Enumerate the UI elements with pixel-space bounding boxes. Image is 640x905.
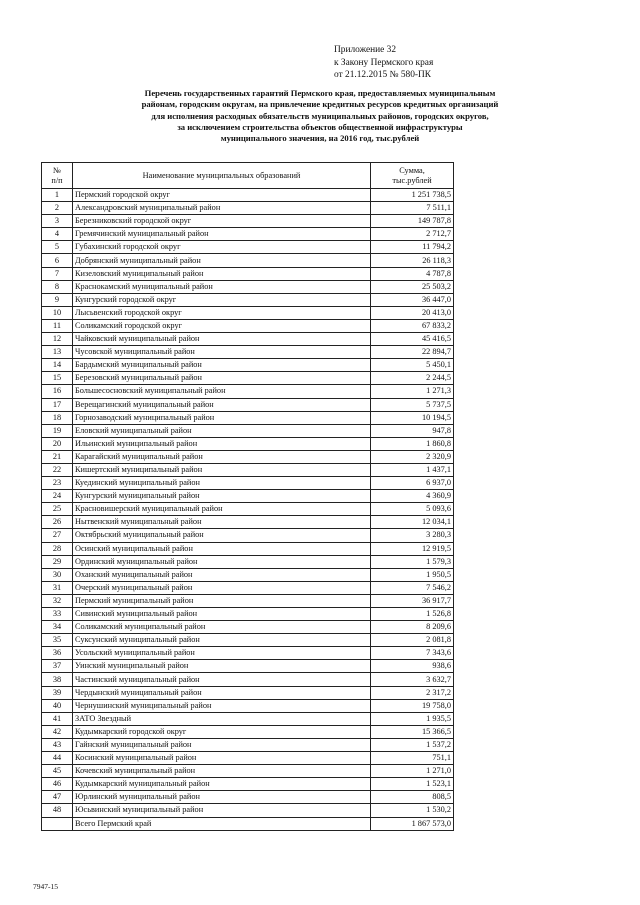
- table-row: [42, 568, 454, 581]
- cell-sum: 1 251 738,5: [371, 189, 454, 202]
- cell-sum: 1 950,5: [371, 568, 454, 581]
- cell-name: Красновишерский муниципальный район: [73, 503, 371, 516]
- table-row: [42, 398, 454, 411]
- cell-num: 6: [42, 254, 73, 267]
- header-name: Наименование муниципальных образований: [73, 163, 371, 189]
- cell-name: Березниковский городской округ: [73, 215, 371, 228]
- cell-sum: 25 503,2: [371, 280, 454, 293]
- cell-sum: 3 280,3: [371, 529, 454, 542]
- table-row: [42, 542, 454, 555]
- table-row: [42, 686, 454, 699]
- cell-sum: 6 937,0: [371, 477, 454, 490]
- table-row: [42, 490, 454, 503]
- cell-sum: 12 919,5: [371, 542, 454, 555]
- cell-sum: 20 413,0: [371, 306, 454, 319]
- cell-num: 33: [42, 608, 73, 621]
- cell-name: Чусовской муниципальный район: [73, 346, 371, 359]
- cell-sum: 5 093,6: [371, 503, 454, 516]
- cell-num: 41: [42, 712, 73, 725]
- table-row: [42, 621, 454, 634]
- header-number-line: п/п: [51, 175, 63, 185]
- table-row: [42, 450, 454, 463]
- cell-sum: 10 194,5: [371, 411, 454, 424]
- cell-num: 4: [42, 228, 73, 241]
- cell-num: 28: [42, 542, 73, 555]
- cell-sum: 36 447,0: [371, 293, 454, 306]
- cell-sum: 5 737,5: [371, 398, 454, 411]
- cell-name: Куединский муниципальный район: [73, 477, 371, 490]
- table-header-row: [42, 163, 454, 189]
- cell-num: 44: [42, 752, 73, 765]
- header-sum: [371, 163, 454, 189]
- table-row: [42, 359, 454, 372]
- table-row: [42, 752, 454, 765]
- header-sum-line: тыс.рублей: [392, 175, 432, 185]
- table-row: [42, 228, 454, 241]
- cell-num: 20: [42, 437, 73, 450]
- cell-name: Верещагинский муниципальный район: [73, 398, 371, 411]
- guarantees-table: [41, 162, 454, 831]
- cell-name: Кудымкарский муниципальный район: [73, 778, 371, 791]
- cell-name: Нытвенский муниципальный район: [73, 516, 371, 529]
- cell-num: 45: [42, 765, 73, 778]
- cell-num: 18: [42, 411, 73, 424]
- cell-sum: 2 081,8: [371, 634, 454, 647]
- header-number: [42, 163, 73, 189]
- header-sum-line: Сумма,: [399, 166, 425, 175]
- cell-name: Чайковский муниципальный район: [73, 333, 371, 346]
- table-row: [42, 385, 454, 398]
- cell-num: 21: [42, 450, 73, 463]
- table-row: [42, 254, 454, 267]
- table-row: [42, 477, 454, 490]
- cell-num: 43: [42, 738, 73, 751]
- cell-name: Пермский муниципальный район: [73, 594, 371, 607]
- cell-sum: 11 794,2: [371, 241, 454, 254]
- cell-sum: 1 579,3: [371, 555, 454, 568]
- appendix-line: Приложение 32: [334, 45, 397, 55]
- table-row: [42, 319, 454, 332]
- table-row: [42, 765, 454, 778]
- cell-num: 46: [42, 778, 73, 791]
- cell-name: Ильинский муниципальный район: [73, 437, 371, 450]
- table-row: [42, 555, 454, 568]
- cell-sum: 2 244,5: [371, 372, 454, 385]
- cell-num: 38: [42, 673, 73, 686]
- cell-num: 47: [42, 791, 73, 804]
- cell-num: 9: [42, 293, 73, 306]
- cell-name: Еловский муниципальный район: [73, 424, 371, 437]
- cell-sum: 4 360,9: [371, 490, 454, 503]
- title-line: районам, городским округам, на привлечение кредитных ресурсов кредитных организаций: [141, 99, 499, 110]
- appendix-line: от 21.12.2015 № 580-ПК: [334, 70, 432, 80]
- cell-num: 22: [42, 463, 73, 476]
- table-row: [42, 411, 454, 424]
- table-row: [42, 673, 454, 686]
- cell-num: 7: [42, 267, 73, 280]
- cell-name: Кочевский муниципальный район: [73, 765, 371, 778]
- cell-sum: 947,8: [371, 424, 454, 437]
- cell-num: 11: [42, 319, 73, 332]
- table-row: [42, 280, 454, 293]
- table-row: [42, 463, 454, 476]
- cell-num: 25: [42, 503, 73, 516]
- cell-sum: 7 546,2: [371, 581, 454, 594]
- cell-num: 34: [42, 621, 73, 634]
- table-row: [42, 529, 454, 542]
- cell-num: 40: [42, 699, 73, 712]
- total-cell-num: [42, 817, 73, 830]
- cell-sum: 7 343,6: [371, 647, 454, 660]
- cell-num: 14: [42, 359, 73, 372]
- header-number-line: №: [53, 166, 61, 175]
- cell-name: Карагайский муниципальный район: [73, 450, 371, 463]
- cell-sum: 2 317,2: [371, 686, 454, 699]
- cell-num: 31: [42, 581, 73, 594]
- cell-num: 23: [42, 477, 73, 490]
- cell-name: Суксунский муниципальный район: [73, 634, 371, 647]
- cell-name: Гремячинский муниципальный район: [73, 228, 371, 241]
- cell-sum: 1 537,2: [371, 738, 454, 751]
- cell-name: Пермский городской округ: [73, 189, 371, 202]
- cell-name: Осинский муниципальный район: [73, 542, 371, 555]
- title-line: Перечень государственных гарантий Пермского края, предоставляемых муниципальным: [144, 88, 496, 98]
- cell-name: Косинский муниципальный район: [73, 752, 371, 765]
- cell-num: 15: [42, 372, 73, 385]
- table-row: [42, 791, 454, 804]
- cell-num: 27: [42, 529, 73, 542]
- cell-name: Лысьвенский городской округ: [73, 306, 371, 319]
- table-row: [42, 660, 454, 673]
- table-row: [42, 594, 454, 607]
- table-row: [42, 372, 454, 385]
- cell-sum: 1 271,3: [371, 385, 454, 398]
- cell-sum: 149 787,8: [371, 215, 454, 228]
- cell-name: Кишертский муниципальный район: [73, 463, 371, 476]
- table-row: [42, 634, 454, 647]
- cell-name: Оханский муниципальный район: [73, 568, 371, 581]
- table-row: [42, 608, 454, 621]
- cell-sum: 1 935,5: [371, 712, 454, 725]
- table-row: [42, 424, 454, 437]
- cell-sum: 1 530,2: [371, 804, 454, 817]
- table-row: [42, 647, 454, 660]
- cell-sum: 751,1: [371, 752, 454, 765]
- cell-num: 5: [42, 241, 73, 254]
- cell-name: Чернушинский муниципальный район: [73, 699, 371, 712]
- cell-sum: 12 034,1: [371, 516, 454, 529]
- table-row: [42, 699, 454, 712]
- cell-name: Кунгурский городской округ: [73, 293, 371, 306]
- cell-name: Кизеловский муниципальный район: [73, 267, 371, 280]
- cell-name: Кудымкарский городской округ: [73, 725, 371, 738]
- cell-name: Очерский муниципальный район: [73, 581, 371, 594]
- cell-name: Сивинский муниципальный район: [73, 608, 371, 621]
- cell-name: Добрянский муниципальный район: [73, 254, 371, 267]
- title-line: муниципального значения, на 2016 год, тыс.рублей: [220, 133, 420, 144]
- cell-sum: 45 416,5: [371, 333, 454, 346]
- footer-code: 7947-15: [33, 882, 58, 891]
- cell-sum: 938,6: [371, 660, 454, 673]
- cell-num: 10: [42, 306, 73, 319]
- table-row: [42, 738, 454, 751]
- title-line: за исключением строительства объектов общественной инфраструктуры: [177, 121, 463, 132]
- cell-name: Ординский муниципальный район: [73, 555, 371, 568]
- cell-name: Березовский муниципальный район: [73, 372, 371, 385]
- total-cell-sum: 1 867 573,0: [371, 817, 454, 830]
- cell-num: 8: [42, 280, 73, 293]
- appendix-line: к Закону Пермского края: [334, 57, 434, 68]
- cell-sum: 22 894,7: [371, 346, 454, 359]
- cell-num: 3: [42, 215, 73, 228]
- table-row: [42, 241, 454, 254]
- cell-name: Гайнский муниципальный район: [73, 738, 371, 751]
- cell-name: Уинский муниципальный район: [73, 660, 371, 673]
- cell-num: 37: [42, 660, 73, 673]
- table-row: [42, 306, 454, 319]
- table-row: [42, 503, 454, 516]
- table-row: [42, 215, 454, 228]
- cell-num: 29: [42, 555, 73, 568]
- cell-name: Соликамский муниципальный район: [73, 621, 371, 634]
- cell-num: 12: [42, 333, 73, 346]
- cell-num: 42: [42, 725, 73, 738]
- cell-name: Юрлинский муниципальный район: [73, 791, 371, 804]
- cell-name: Краснокамский муниципальный район: [73, 280, 371, 293]
- cell-num: 2: [42, 202, 73, 215]
- cell-sum: 8 209,6: [371, 621, 454, 634]
- cell-num: 39: [42, 686, 73, 699]
- table-total-row: [42, 817, 454, 830]
- cell-num: 35: [42, 634, 73, 647]
- cell-name: Соликамский городской округ: [73, 319, 371, 332]
- cell-name: Большесосновский муниципальный район: [73, 385, 371, 398]
- cell-sum: 1 437,1: [371, 463, 454, 476]
- cell-num: 30: [42, 568, 73, 581]
- cell-num: 24: [42, 490, 73, 503]
- cell-sum: 26 118,3: [371, 254, 454, 267]
- cell-name: ЗАТО Звездный: [73, 712, 371, 725]
- cell-num: 32: [42, 594, 73, 607]
- cell-name: Октябрьский муниципальный район: [73, 529, 371, 542]
- cell-num: 19: [42, 424, 73, 437]
- cell-name: Юсьвинский муниципальный район: [73, 804, 371, 817]
- total-cell-name: Всего Пермский край: [73, 817, 371, 830]
- cell-sum: 3 632,7: [371, 673, 454, 686]
- cell-name: Бардымский муниципальный район: [73, 359, 371, 372]
- cell-sum: 15 366,5: [371, 725, 454, 738]
- cell-sum: 2 712,7: [371, 228, 454, 241]
- cell-name: Кунгурский муниципальный район: [73, 490, 371, 503]
- table-row: [42, 725, 454, 738]
- table-row: [42, 437, 454, 450]
- cell-sum: 1 271,0: [371, 765, 454, 778]
- cell-sum: 5 450,1: [371, 359, 454, 372]
- cell-sum: 36 917,7: [371, 594, 454, 607]
- cell-sum: 7 511,1: [371, 202, 454, 215]
- table-row: [42, 804, 454, 817]
- cell-sum: 1 523,1: [371, 778, 454, 791]
- cell-num: 17: [42, 398, 73, 411]
- document-title: [40, 88, 600, 144]
- table-row: [42, 516, 454, 529]
- cell-name: Горнозаводский муниципальный район: [73, 411, 371, 424]
- cell-sum: 1 860,8: [371, 437, 454, 450]
- table-row: [42, 202, 454, 215]
- table-row: [42, 293, 454, 306]
- table-row: [42, 333, 454, 346]
- cell-num: 1: [42, 189, 73, 202]
- title-line: для исполнения расходных обязательств муниципальных районов, городских округов,: [151, 110, 489, 121]
- cell-num: 26: [42, 516, 73, 529]
- cell-name: Губахинский городской округ: [73, 241, 371, 254]
- cell-sum: 67 833,2: [371, 319, 454, 332]
- cell-sum: 19 758,0: [371, 699, 454, 712]
- cell-sum: 808,5: [371, 791, 454, 804]
- cell-num: 36: [42, 647, 73, 660]
- table-row: [42, 189, 454, 202]
- table-row: [42, 712, 454, 725]
- cell-name: Усольский муниципальный район: [73, 647, 371, 660]
- cell-num: 13: [42, 346, 73, 359]
- table-row: [42, 267, 454, 280]
- table-row: [42, 581, 454, 594]
- cell-sum: 1 526,8: [371, 608, 454, 621]
- cell-name: Частинский муниципальный район: [73, 673, 371, 686]
- cell-num: 48: [42, 804, 73, 817]
- appendix-reference: [334, 44, 433, 82]
- cell-name: Александровский муниципальный район: [73, 202, 371, 215]
- cell-sum: 4 787,8: [371, 267, 454, 280]
- table-row: [42, 346, 454, 359]
- cell-name: Чердынский муниципальный район: [73, 686, 371, 699]
- cell-sum: 2 320,9: [371, 450, 454, 463]
- cell-num: 16: [42, 385, 73, 398]
- table-row: [42, 778, 454, 791]
